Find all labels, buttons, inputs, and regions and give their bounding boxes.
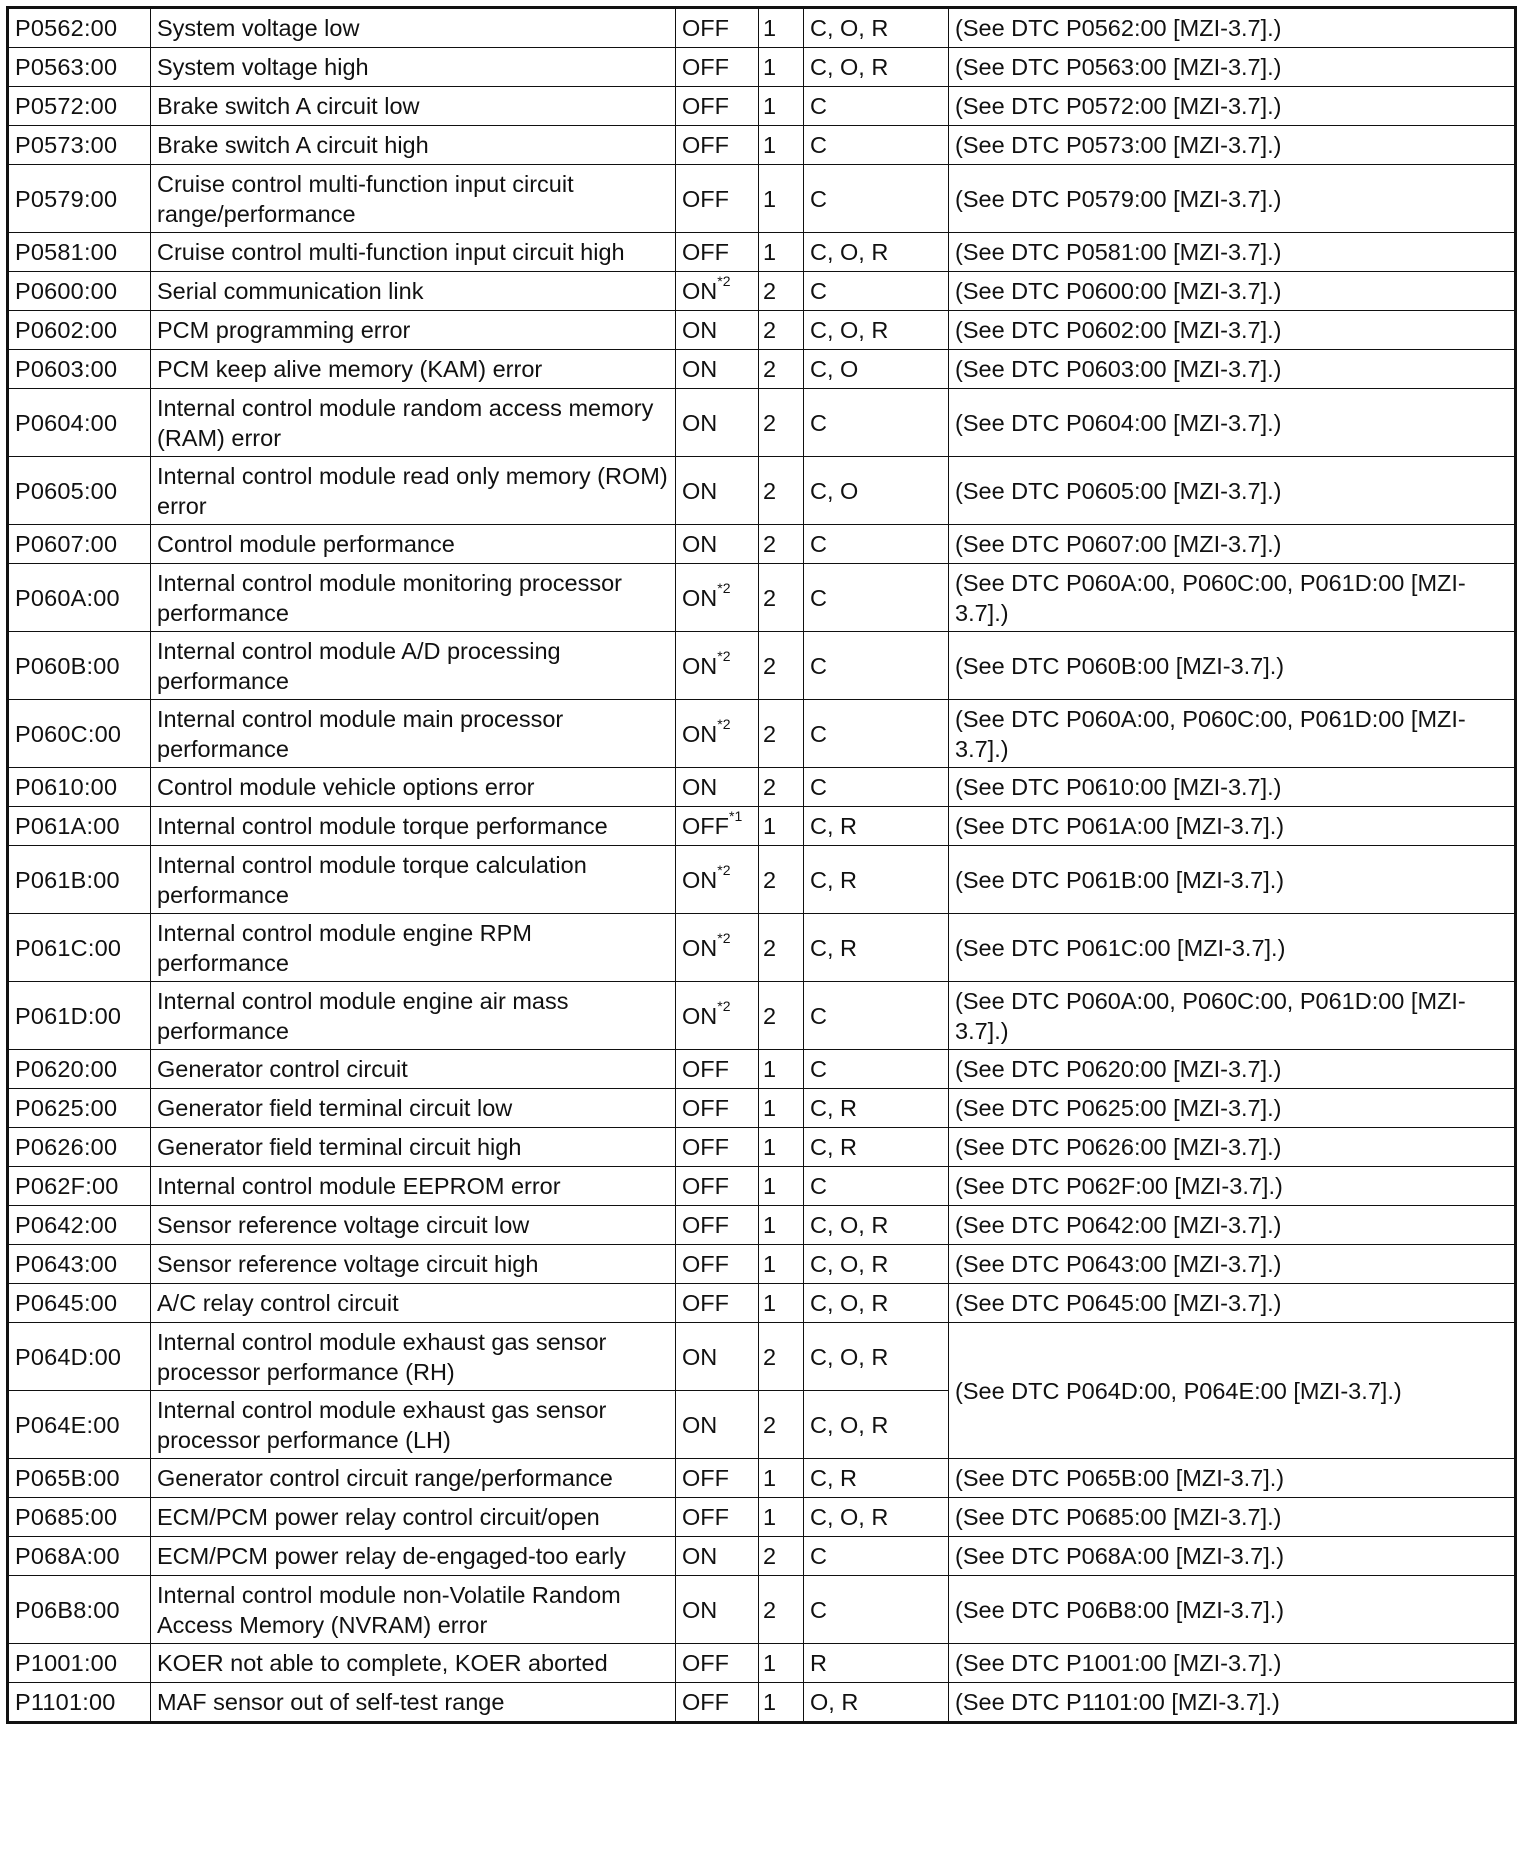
monitor-item-cell: C, O, R bbox=[804, 1498, 949, 1537]
monitor-item-cell: C, R bbox=[804, 914, 949, 982]
trip-cell: 1 bbox=[759, 1683, 804, 1723]
mil-value: OFF bbox=[682, 1290, 729, 1316]
mil-cell bbox=[676, 914, 759, 982]
condition-cell: System voltage low bbox=[151, 8, 676, 48]
trip-cell: 1 bbox=[759, 1167, 804, 1206]
monitor-item-cell: C bbox=[804, 982, 949, 1050]
reference-page-cell: (See DTC P0572:00 [MZI-3.7].) bbox=[949, 87, 1516, 126]
trip-cell: 2 bbox=[759, 700, 804, 768]
mil-footnote-marker: *1 bbox=[729, 808, 743, 825]
mil-cell bbox=[676, 1167, 759, 1206]
mil-cell bbox=[676, 1498, 759, 1537]
mil-value: ON bbox=[682, 1411, 718, 1438]
dtc-code-cell: P061B:00 bbox=[8, 846, 151, 914]
monitor-item-cell: C, R bbox=[804, 1459, 949, 1498]
monitor-item-cell: C, R bbox=[804, 1089, 949, 1128]
dtc-code-cell: P060B:00 bbox=[8, 632, 151, 700]
mil-cell bbox=[676, 700, 759, 768]
mil-cell bbox=[676, 350, 759, 389]
mil-value: ON bbox=[682, 1596, 718, 1623]
monitor-item-cell: C, O, R bbox=[804, 1323, 949, 1391]
condition-cell: ECM/PCM power relay control circuit/open bbox=[151, 1498, 676, 1537]
table-row bbox=[8, 165, 1516, 233]
mil-footnote-marker: *2 bbox=[717, 579, 731, 596]
dtc-code-cell: P0607:00 bbox=[8, 525, 151, 564]
condition-cell: PCM keep alive memory (KAM) error bbox=[151, 350, 676, 389]
reference-page-cell: (See DTC P061C:00 [MZI-3.7].) bbox=[949, 914, 1516, 982]
table-row bbox=[8, 48, 1516, 87]
reference-page-cell: (See DTC P0604:00 [MZI-3.7].) bbox=[949, 389, 1516, 457]
reference-page-cell: (See DTC P0573:00 [MZI-3.7].) bbox=[949, 126, 1516, 165]
mil-value: ON bbox=[682, 1543, 718, 1569]
condition-cell: Generator field terminal circuit high bbox=[151, 1128, 676, 1167]
mil-cell bbox=[676, 389, 759, 457]
mil-value: ON bbox=[682, 531, 718, 557]
trip-cell: 2 bbox=[759, 564, 804, 632]
mil-value: ON bbox=[682, 584, 718, 611]
monitor-item-cell: C bbox=[804, 165, 949, 233]
table-row bbox=[8, 564, 1516, 632]
table-row bbox=[8, 1050, 1516, 1089]
mil-footnote-marker: *2 bbox=[717, 273, 731, 290]
monitor-item-cell: C, O, R bbox=[804, 1391, 949, 1459]
mil-value: OFF bbox=[682, 54, 729, 80]
monitor-item-cell: C, O, R bbox=[804, 8, 949, 48]
mil-footnote-marker: *2 bbox=[717, 861, 731, 878]
dtc-code-cell: P0562:00 bbox=[8, 8, 151, 48]
reference-page-cell: (See DTC P0581:00 [MZI-3.7].) bbox=[949, 233, 1516, 272]
trip-cell: 1 bbox=[759, 8, 804, 48]
table-row bbox=[8, 87, 1516, 126]
condition-cell: Control module vehicle options error bbox=[151, 768, 676, 807]
condition-cell: Sensor reference voltage circuit low bbox=[151, 1206, 676, 1245]
condition-cell: Generator control circuit range/performance bbox=[151, 1459, 676, 1498]
condition-cell: Control module performance bbox=[151, 525, 676, 564]
mil-cell bbox=[676, 126, 759, 165]
mil-value: ON bbox=[682, 866, 718, 893]
monitor-item-cell: C bbox=[804, 389, 949, 457]
table-row bbox=[8, 1128, 1516, 1167]
table-row bbox=[8, 272, 1516, 311]
trip-cell: 2 bbox=[759, 846, 804, 914]
condition-cell: Internal control module EEPROM error bbox=[151, 1167, 676, 1206]
monitor-item-cell: C, O bbox=[804, 350, 949, 389]
trip-cell: 1 bbox=[759, 1089, 804, 1128]
table-row bbox=[8, 389, 1516, 457]
table-row bbox=[8, 350, 1516, 389]
table-row bbox=[8, 1576, 1516, 1644]
trip-cell: 1 bbox=[759, 48, 804, 87]
mil-value: OFF bbox=[682, 1056, 729, 1082]
trip-cell: 1 bbox=[759, 1498, 804, 1537]
trip-cell: 1 bbox=[759, 1206, 804, 1245]
mil-footnote-marker: *2 bbox=[717, 715, 731, 732]
dtc-code-cell: P061A:00 bbox=[8, 807, 151, 846]
mil-value: ON bbox=[682, 317, 718, 343]
dtc-code-cell: P0643:00 bbox=[8, 1245, 151, 1284]
monitor-item-cell: C, O, R bbox=[804, 311, 949, 350]
reference-page-cell: (See DTC P068A:00 [MZI-3.7].) bbox=[949, 1537, 1516, 1576]
mil-value: ON bbox=[682, 720, 718, 747]
trip-cell: 2 bbox=[759, 1537, 804, 1576]
dtc-code-cell: P060C:00 bbox=[8, 700, 151, 768]
mil-cell bbox=[676, 1537, 759, 1576]
table-row bbox=[8, 1245, 1516, 1284]
reference-page-cell: (See DTC P0625:00 [MZI-3.7].) bbox=[949, 1089, 1516, 1128]
dtc-code-cell: P0602:00 bbox=[8, 311, 151, 350]
trip-cell: 2 bbox=[759, 1391, 804, 1459]
reference-page-cell: (See DTC P065B:00 [MZI-3.7].) bbox=[949, 1459, 1516, 1498]
trip-cell: 1 bbox=[759, 126, 804, 165]
mil-value: ON bbox=[682, 1002, 718, 1029]
mil-cell bbox=[676, 525, 759, 564]
trip-cell: 2 bbox=[759, 1323, 804, 1391]
monitor-item-cell: C bbox=[804, 1167, 949, 1206]
reference-page-cell: (See DTC P06B8:00 [MZI-3.7].) bbox=[949, 1576, 1516, 1644]
table-row bbox=[8, 311, 1516, 350]
table-row bbox=[8, 457, 1516, 525]
mil-cell bbox=[676, 632, 759, 700]
trip-cell: 1 bbox=[759, 1284, 804, 1323]
trip-cell: 1 bbox=[759, 233, 804, 272]
condition-cell: Internal control module non-Volatile Random Access Memory (NVRAM) error bbox=[151, 1576, 676, 1644]
mil-value: ON bbox=[682, 278, 718, 304]
trip-cell: 1 bbox=[759, 165, 804, 233]
condition-cell: ECM/PCM power relay de-engaged-too early bbox=[151, 1537, 676, 1576]
dtc-code-cell: P060A:00 bbox=[8, 564, 151, 632]
dtc-code-cell: P062F:00 bbox=[8, 1167, 151, 1206]
condition-cell: Internal control module exhaust gas sensor processor performance (RH) bbox=[151, 1323, 676, 1391]
mil-value: ON bbox=[682, 1343, 718, 1370]
mil-cell bbox=[676, 1459, 759, 1498]
reference-page-cell: (See DTC P061A:00 [MZI-3.7].) bbox=[949, 807, 1516, 846]
monitor-item-cell: C bbox=[804, 768, 949, 807]
condition-cell: Generator field terminal circuit low bbox=[151, 1089, 676, 1128]
condition-cell: Internal control module torque performance bbox=[151, 807, 676, 846]
mil-value: OFF bbox=[682, 1251, 729, 1277]
reference-page-cell: (See DTC P062F:00 [MZI-3.7].) bbox=[949, 1167, 1516, 1206]
reference-page-cell: (See DTC P0607:00 [MZI-3.7].) bbox=[949, 525, 1516, 564]
mil-footnote-marker: *2 bbox=[717, 997, 731, 1014]
dtc-code-cell: P061C:00 bbox=[8, 914, 151, 982]
dtc-code-cell: P0645:00 bbox=[8, 1284, 151, 1323]
monitor-item-cell: C, O, R bbox=[804, 1284, 949, 1323]
table-row bbox=[8, 8, 1516, 48]
condition-cell: Cruise control multi-function input circuit high bbox=[151, 233, 676, 272]
condition-cell: Sensor reference voltage circuit high bbox=[151, 1245, 676, 1284]
condition-cell: Internal control module monitoring processor performance bbox=[151, 564, 676, 632]
mil-cell bbox=[676, 982, 759, 1050]
monitor-item-cell: C bbox=[804, 272, 949, 311]
mil-cell bbox=[676, 48, 759, 87]
trip-cell: 2 bbox=[759, 632, 804, 700]
monitor-item-cell: R bbox=[804, 1644, 949, 1683]
mil-value: OFF bbox=[682, 813, 729, 839]
trip-cell: 2 bbox=[759, 311, 804, 350]
reference-page-cell: (See DTC P0610:00 [MZI-3.7].) bbox=[949, 768, 1516, 807]
monitor-item-cell: C bbox=[804, 1537, 949, 1576]
condition-cell: System voltage high bbox=[151, 48, 676, 87]
mil-value: ON bbox=[682, 477, 718, 504]
dtc-code-cell: P0642:00 bbox=[8, 1206, 151, 1245]
table-row bbox=[8, 768, 1516, 807]
dtc-code-cell: P0572:00 bbox=[8, 87, 151, 126]
dtc-code-cell: P0604:00 bbox=[8, 389, 151, 457]
monitor-item-cell: C bbox=[804, 700, 949, 768]
condition-cell: Internal control module engine air mass performance bbox=[151, 982, 676, 1050]
mil-value: OFF bbox=[682, 1504, 729, 1530]
mil-value: OFF bbox=[682, 1650, 729, 1676]
trip-cell: 2 bbox=[759, 982, 804, 1050]
condition-cell: Brake switch A circuit high bbox=[151, 126, 676, 165]
reference-page-cell: (See DTC P1101:00 [MZI-3.7].) bbox=[949, 1683, 1516, 1723]
reference-page-cell: (See DTC P064D:00, P064E:00 [MZI-3.7].) bbox=[949, 1323, 1516, 1459]
mil-value: OFF bbox=[682, 1212, 729, 1238]
reference-page-cell: (See DTC P0605:00 [MZI-3.7].) bbox=[949, 457, 1516, 525]
monitor-item-cell: C, R bbox=[804, 846, 949, 914]
dtc-code-cell: P0579:00 bbox=[8, 165, 151, 233]
mil-cell bbox=[676, 807, 759, 846]
reference-page-cell: (See DTC P0626:00 [MZI-3.7].) bbox=[949, 1128, 1516, 1167]
condition-cell: KOER not able to complete, KOER aborted bbox=[151, 1644, 676, 1683]
trip-cell: 2 bbox=[759, 457, 804, 525]
mil-value: OFF bbox=[682, 1465, 729, 1491]
condition-cell: Internal control module A/D processing performance bbox=[151, 632, 676, 700]
table-row bbox=[8, 1284, 1516, 1323]
monitor-item-cell: C bbox=[804, 126, 949, 165]
condition-cell: Internal control module exhaust gas sensor processor performance (LH) bbox=[151, 1391, 676, 1459]
mil-value: OFF bbox=[682, 1689, 729, 1715]
monitor-item-cell: C, O, R bbox=[804, 233, 949, 272]
dtc-code-cell: P06B8:00 bbox=[8, 1576, 151, 1644]
table-row bbox=[8, 807, 1516, 846]
condition-cell: Generator control circuit bbox=[151, 1050, 676, 1089]
monitor-item-cell: C bbox=[804, 632, 949, 700]
mil-value: ON bbox=[682, 409, 718, 436]
mil-cell bbox=[676, 1391, 759, 1459]
table-row bbox=[8, 914, 1516, 982]
condition-cell: Internal control module read only memory (ROM) error bbox=[151, 457, 676, 525]
table-row bbox=[8, 1644, 1516, 1683]
condition-cell: Brake switch A circuit low bbox=[151, 87, 676, 126]
mil-footnote-marker: *2 bbox=[717, 929, 731, 946]
monitor-item-cell: C, O bbox=[804, 457, 949, 525]
mil-cell bbox=[676, 87, 759, 126]
mil-value: ON bbox=[682, 652, 718, 679]
condition-cell: PCM programming error bbox=[151, 311, 676, 350]
monitor-item-cell: C, O, R bbox=[804, 1206, 949, 1245]
reference-page-cell: (See DTC P1001:00 [MZI-3.7].) bbox=[949, 1644, 1516, 1683]
mil-cell bbox=[676, 1284, 759, 1323]
reference-page-cell: (See DTC P0642:00 [MZI-3.7].) bbox=[949, 1206, 1516, 1245]
trip-cell: 1 bbox=[759, 1050, 804, 1089]
mil-cell bbox=[676, 1245, 759, 1284]
trip-cell: 2 bbox=[759, 389, 804, 457]
mil-cell bbox=[676, 1576, 759, 1644]
table-row bbox=[8, 846, 1516, 914]
trip-cell: 1 bbox=[759, 87, 804, 126]
dtc-code-cell: P0610:00 bbox=[8, 768, 151, 807]
dtc-table-body bbox=[8, 8, 1516, 1723]
trip-cell: 1 bbox=[759, 1644, 804, 1683]
dtc-table bbox=[6, 6, 1517, 1724]
mil-cell bbox=[676, 8, 759, 48]
mil-value: ON bbox=[682, 356, 718, 382]
mil-cell bbox=[676, 1683, 759, 1723]
condition-cell: A/C relay control circuit bbox=[151, 1284, 676, 1323]
dtc-code-cell: P065B:00 bbox=[8, 1459, 151, 1498]
reference-page-cell: (See DTC P060B:00 [MZI-3.7].) bbox=[949, 632, 1516, 700]
mil-cell bbox=[676, 1644, 759, 1683]
monitor-item-cell: O, R bbox=[804, 1683, 949, 1723]
dtc-code-cell: P068A:00 bbox=[8, 1537, 151, 1576]
dtc-code-cell: P0605:00 bbox=[8, 457, 151, 525]
table-row bbox=[8, 1323, 1516, 1391]
mil-cell bbox=[676, 1089, 759, 1128]
mil-cell bbox=[676, 457, 759, 525]
trip-cell: 2 bbox=[759, 914, 804, 982]
reference-page-cell: (See DTC P060A:00, P060C:00, P061D:00 [MZI-3.7].) bbox=[949, 700, 1516, 768]
condition-cell: Serial communication link bbox=[151, 272, 676, 311]
mil-value: OFF bbox=[682, 132, 729, 158]
mil-value: ON bbox=[682, 934, 718, 961]
monitor-item-cell: C, R bbox=[804, 1128, 949, 1167]
mil-cell bbox=[676, 1206, 759, 1245]
trip-cell: 2 bbox=[759, 272, 804, 311]
trip-cell: 2 bbox=[759, 1576, 804, 1644]
reference-page-cell: (See DTC P0562:00 [MZI-3.7].) bbox=[949, 8, 1516, 48]
mil-cell bbox=[676, 165, 759, 233]
mil-cell bbox=[676, 1323, 759, 1391]
table-row bbox=[8, 1459, 1516, 1498]
reference-page-cell: (See DTC P061B:00 [MZI-3.7].) bbox=[949, 846, 1516, 914]
mil-cell bbox=[676, 846, 759, 914]
mil-cell bbox=[676, 564, 759, 632]
condition-cell: Internal control module random access memory (RAM) error bbox=[151, 389, 676, 457]
dtc-code-cell: P0625:00 bbox=[8, 1089, 151, 1128]
mil-value: OFF bbox=[682, 1095, 729, 1121]
monitor-item-cell: C bbox=[804, 87, 949, 126]
mil-value: ON bbox=[682, 774, 718, 800]
trip-cell: 1 bbox=[759, 1459, 804, 1498]
condition-cell: Cruise control multi-function input circuit range/performance bbox=[151, 165, 676, 233]
mil-value: OFF bbox=[682, 185, 729, 212]
dtc-code-cell: P0626:00 bbox=[8, 1128, 151, 1167]
table-row bbox=[8, 982, 1516, 1050]
dtc-code-cell: P0600:00 bbox=[8, 272, 151, 311]
dtc-code-cell: P0620:00 bbox=[8, 1050, 151, 1089]
table-row bbox=[8, 1206, 1516, 1245]
condition-cell: MAF sensor out of self-test range bbox=[151, 1683, 676, 1723]
reference-page-cell: (See DTC P0645:00 [MZI-3.7].) bbox=[949, 1284, 1516, 1323]
table-row bbox=[8, 632, 1516, 700]
dtc-code-cell: P061D:00 bbox=[8, 982, 151, 1050]
monitor-item-cell: C bbox=[804, 1576, 949, 1644]
table-row bbox=[8, 1089, 1516, 1128]
mil-cell bbox=[676, 311, 759, 350]
dtc-code-cell: P1001:00 bbox=[8, 1644, 151, 1683]
trip-cell: 2 bbox=[759, 350, 804, 389]
monitor-item-cell: C bbox=[804, 564, 949, 632]
reference-page-cell: (See DTC P060A:00, P060C:00, P061D:00 [MZI-3.7].) bbox=[949, 564, 1516, 632]
table-row bbox=[8, 700, 1516, 768]
reference-page-cell: (See DTC P0620:00 [MZI-3.7].) bbox=[949, 1050, 1516, 1089]
table-row bbox=[8, 233, 1516, 272]
table-row bbox=[8, 1167, 1516, 1206]
table-row bbox=[8, 1537, 1516, 1576]
monitor-item-cell: C, O, R bbox=[804, 1245, 949, 1284]
mil-cell bbox=[676, 272, 759, 311]
reference-page-cell: (See DTC P0603:00 [MZI-3.7].) bbox=[949, 350, 1516, 389]
reference-page-cell: (See DTC P0563:00 [MZI-3.7].) bbox=[949, 48, 1516, 87]
mil-cell bbox=[676, 1128, 759, 1167]
table-row bbox=[8, 525, 1516, 564]
mil-value: OFF bbox=[682, 15, 729, 41]
dtc-code-cell: P0603:00 bbox=[8, 350, 151, 389]
mil-value: OFF bbox=[682, 1173, 729, 1199]
mil-cell bbox=[676, 1050, 759, 1089]
dtc-code-cell: P0581:00 bbox=[8, 233, 151, 272]
reference-page-cell: (See DTC P0602:00 [MZI-3.7].) bbox=[949, 311, 1516, 350]
monitor-item-cell: C bbox=[804, 1050, 949, 1089]
table-row bbox=[8, 1498, 1516, 1537]
mil-value: OFF bbox=[682, 239, 729, 265]
mil-footnote-marker: *2 bbox=[717, 647, 731, 664]
dtc-code-cell: P0685:00 bbox=[8, 1498, 151, 1537]
monitor-item-cell: C, O, R bbox=[804, 48, 949, 87]
mil-cell bbox=[676, 768, 759, 807]
monitor-item-cell: C bbox=[804, 525, 949, 564]
reference-page-cell: (See DTC P0685:00 [MZI-3.7].) bbox=[949, 1498, 1516, 1537]
table-row bbox=[8, 126, 1516, 165]
dtc-code-cell: P0573:00 bbox=[8, 126, 151, 165]
condition-cell: Internal control module main processor performance bbox=[151, 700, 676, 768]
reference-page-cell: (See DTC P0579:00 [MZI-3.7].) bbox=[949, 165, 1516, 233]
dtc-code-cell: P064D:00 bbox=[8, 1323, 151, 1391]
monitor-item-cell: C, R bbox=[804, 807, 949, 846]
trip-cell: 1 bbox=[759, 1245, 804, 1284]
trip-cell: 2 bbox=[759, 525, 804, 564]
reference-page-cell: (See DTC P060A:00, P060C:00, P061D:00 [MZI-3.7].) bbox=[949, 982, 1516, 1050]
trip-cell: 2 bbox=[759, 768, 804, 807]
dtc-code-cell: P0563:00 bbox=[8, 48, 151, 87]
mil-value: OFF bbox=[682, 93, 729, 119]
table-row bbox=[8, 1683, 1516, 1723]
dtc-code-cell: P064E:00 bbox=[8, 1391, 151, 1459]
dtc-code-cell: P1101:00 bbox=[8, 1683, 151, 1723]
trip-cell: 1 bbox=[759, 1128, 804, 1167]
reference-page-cell: (See DTC P0643:00 [MZI-3.7].) bbox=[949, 1245, 1516, 1284]
mil-cell bbox=[676, 233, 759, 272]
trip-cell: 1 bbox=[759, 807, 804, 846]
mil-value: OFF bbox=[682, 1134, 729, 1160]
reference-page-cell: (See DTC P0600:00 [MZI-3.7].) bbox=[949, 272, 1516, 311]
condition-cell: Internal control module engine RPM performance bbox=[151, 914, 676, 982]
condition-cell: Internal control module torque calculation performance bbox=[151, 846, 676, 914]
